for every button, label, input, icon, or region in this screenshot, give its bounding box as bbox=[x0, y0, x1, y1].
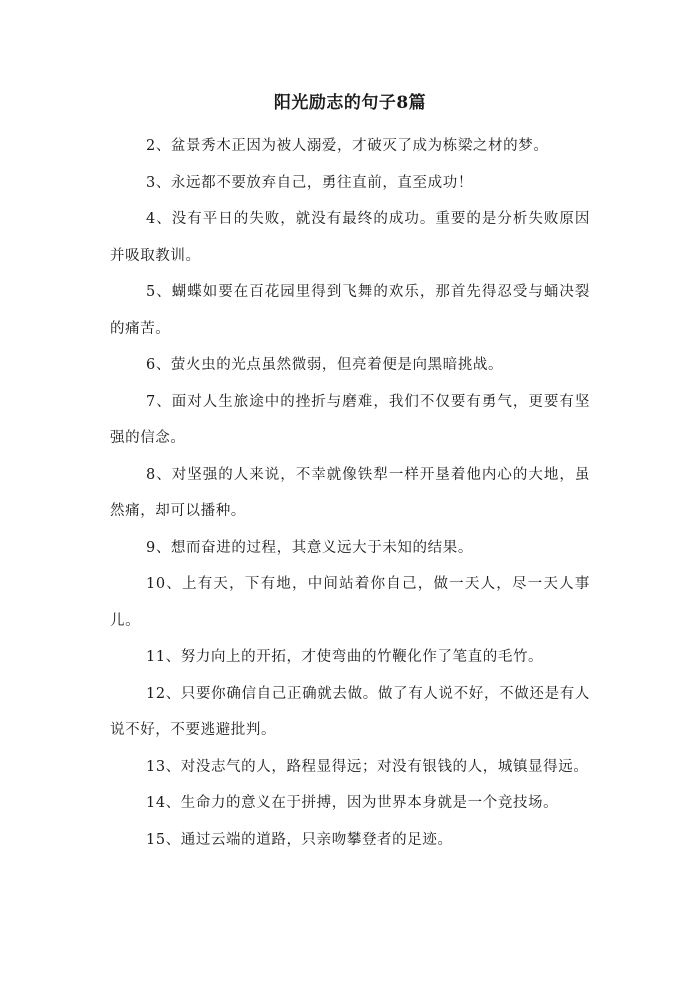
paragraph: 5、蝴蝶如要在百花园里得到飞舞的欢乐，那首先得忍受与蛹决裂的痛苦。 bbox=[110, 284, 590, 337]
paragraph: 11、努力向上的开拓，才使弯曲的竹鞭化作了笔直的毛竹。 bbox=[146, 649, 544, 665]
paragraph: 2、盆景秀木正因为被人溺爱，才破灭了成为栋梁之材的梦。 bbox=[146, 138, 549, 154]
paragraph: 8、对坚强的人来说，不幸就像铁犁一样开垦着他内心的大地，虽然痛，却可以播种。 bbox=[110, 466, 590, 519]
paragraph: 9、想而奋进的过程，其意义远大于未知的结果。 bbox=[146, 539, 473, 556]
paragraph: 6、萤火虫的光点虽然微弱，但亮着便是向黑暗挑战。 bbox=[146, 357, 504, 373]
paragraph: 14、生命力的意义在于拼搏，因为世界本身就是一个竞技场。 bbox=[146, 795, 559, 811]
paragraph: 13、对没志气的人，路程显得远；对没有银钱的人，城镇显得远。 bbox=[146, 758, 589, 775]
paragraph: 12、只要你确信自己正确就去做。做了有人说不好，不做还是有人说不好，不要逃避批判。 bbox=[110, 685, 590, 738]
paragraph: 15、通过云端的道路，只亲吻攀登者的足迹。 bbox=[146, 831, 453, 848]
paragraph: 3、永远都不要放弃自己，勇往直前，直至成功！ bbox=[146, 174, 473, 191]
paragraph: 7、面对人生旅途中的挫折与磨难，我们不仅要有勇气，更要有坚强的信念。 bbox=[110, 393, 590, 446]
paragraph: 4、没有平日的失败，就没有最终的成功。重要的是分析失败原因并吸取教训。 bbox=[110, 211, 590, 264]
document-title: 阳光励志的句子8篇 bbox=[273, 93, 427, 113]
document-body bbox=[110, 128, 590, 858]
paragraph: 10、上有天，下有地，中间站着你自己，做一天人，尽一天人事儿。 bbox=[110, 576, 590, 629]
